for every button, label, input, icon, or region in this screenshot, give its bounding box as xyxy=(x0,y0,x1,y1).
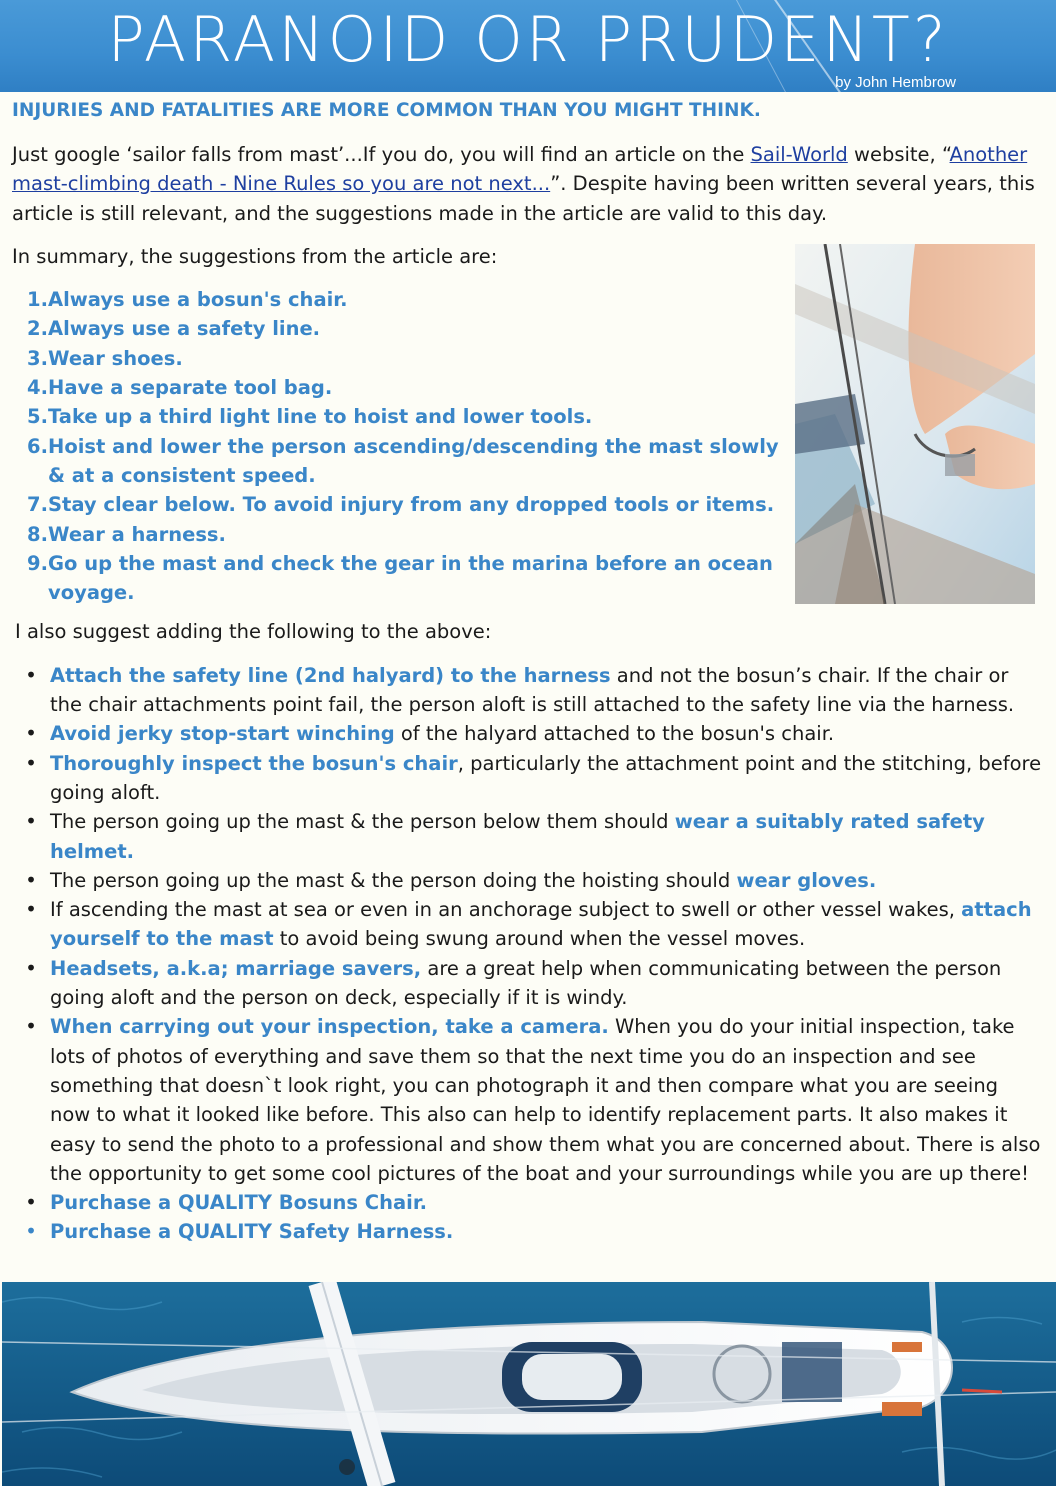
tip-text xyxy=(50,749,1042,808)
rule-text: Take up a third light line to hoist and lower tools. xyxy=(48,405,593,429)
rule-text: Stay clear below. To avoid injury from any dropped tools or items. xyxy=(48,493,775,517)
tip-item xyxy=(12,1217,1042,1246)
rule-item xyxy=(12,314,782,343)
tip-post: of the halyard attached to the bosun's chair. xyxy=(394,722,835,746)
byline: by John Hembrow xyxy=(835,74,956,91)
tip-text xyxy=(50,1217,1042,1246)
rule-text: Have a separate tool bag. xyxy=(48,376,333,400)
bullet-icon: • xyxy=(25,1190,37,1215)
rule-item xyxy=(12,373,782,402)
tip-text xyxy=(50,954,1042,1013)
rule-text: Wear shoes. xyxy=(48,346,183,370)
tip-highlight: When carrying out your inspection, take a camera. xyxy=(50,1015,609,1039)
tip-highlight: Purchase a QUALITY Safety Harness. xyxy=(50,1220,454,1244)
rule-item xyxy=(12,402,782,431)
rule-number: 8. xyxy=(27,522,48,546)
section-subheading: INJURIES AND FATALITIES ARE MORE COMMON THAN YOU MIGHT THINK. xyxy=(12,100,761,121)
rule-text: Always use a safety line. xyxy=(48,317,321,341)
bullet-icon: • xyxy=(25,809,37,834)
rules-list xyxy=(12,285,782,607)
rule-number: 2. xyxy=(27,317,48,341)
tip-text xyxy=(50,719,1042,748)
tip-highlight: Avoid jerky stop-start winching xyxy=(50,722,395,746)
tip-highlight: wear a suitably rated safety helmet. xyxy=(50,810,985,863)
tip-highlight: Thoroughly inspect the bosun's chair xyxy=(50,751,458,775)
tip-highlight: Headsets, a.k.a; marriage savers, xyxy=(50,956,422,980)
rule-number: 7. xyxy=(27,493,48,517)
page-title: PARANOID OR PRUDENT? xyxy=(107,3,949,76)
tip-item xyxy=(12,895,1042,954)
bullet-icon: • xyxy=(25,1014,37,1039)
tip-text xyxy=(50,807,1042,866)
tips-list xyxy=(12,661,1042,1247)
tip-item xyxy=(12,1188,1042,1217)
rule-item xyxy=(12,520,782,549)
tip-post: and not the bosun’s chair. If the chair or the chair attachments point fail, the person aloft is still attached to the safety line via the harness. xyxy=(50,663,1015,717)
summary-intro: In summary, the suggestions from the article are: xyxy=(12,244,498,268)
tip-pre: If ascending the mast at sea or even in an anchorage subject to swell or other vessel wakes, xyxy=(50,898,962,922)
intro-paragraph xyxy=(12,140,1042,228)
rule-text: Go up the mast and check the gear in the marina before an ocean voyage. xyxy=(48,551,773,605)
tip-highlight: Purchase a QUALITY Bosuns Chair. xyxy=(50,1191,428,1215)
rule-item xyxy=(12,285,782,314)
tip-item xyxy=(12,749,1042,808)
rule-number: 6. xyxy=(27,434,48,458)
tip-post: When you do your initial inspection, take lots of photos of everything and save them so that the next time you do an inspection and see something that doesn`t look right, you can photograph it and then compare what you are seeing now to what it looked like before. This also can help to identify replacement parts. It also makes it easy to send the photo to a professional and show them what you are concerned about. There is also the opportunity to get some cool pictures of the boat and your surroundings while you are up there! xyxy=(50,1015,1041,1185)
tip-pre: The person going up the mast & the person doing the hoisting should xyxy=(50,868,737,892)
tip-item xyxy=(12,807,1042,866)
rule-number: 5. xyxy=(27,405,48,429)
article-link[interactable]: Another mast-climbing death - Nine Rules so you are not next... xyxy=(12,143,1028,196)
bullet-icon: • xyxy=(25,721,37,746)
tip-post: are a great help when communicating between the person going aloft and the person on deck, especially if it is windy. xyxy=(50,956,1002,1010)
rule-number: 9. xyxy=(27,551,48,575)
tip-post: , particularly the attachment point and the stitching, before going aloft. xyxy=(50,751,1042,804)
tip-highlight: wear gloves. xyxy=(736,868,877,892)
bullet-icon: • xyxy=(25,750,37,775)
mast-climb-photo xyxy=(795,244,1035,604)
tip-pre: The person going up the mast & the person below them should xyxy=(50,810,675,834)
bullet-icon: • xyxy=(25,897,37,922)
tip-item xyxy=(12,719,1042,748)
bullet-icon: • xyxy=(25,662,37,687)
page-header xyxy=(0,0,1056,92)
rule-text: Wear a harness. xyxy=(48,522,226,546)
rule-text: Always use a bosun's chair. xyxy=(48,288,348,312)
tip-highlight: Attach the safety line (2nd halyard) to the harness xyxy=(50,663,611,687)
tip-item xyxy=(12,866,1042,895)
yacht-aerial-photo xyxy=(2,1282,1056,1486)
bullet-icon: • xyxy=(25,867,37,892)
rule-item xyxy=(12,490,782,519)
suggest-intro: I also suggest adding the following to the above: xyxy=(15,620,492,644)
tip-text xyxy=(50,661,1042,720)
rule-number: 3. xyxy=(27,346,48,370)
tip-text xyxy=(50,895,1042,954)
tip-text xyxy=(50,866,1042,895)
tip-item xyxy=(12,954,1042,1013)
tip-item xyxy=(12,1012,1042,1188)
rule-number: 1. xyxy=(27,288,48,312)
rule-item xyxy=(12,549,782,608)
bullet-icon: • xyxy=(25,1219,37,1244)
tip-highlight: attach yourself to the mast xyxy=(50,898,1032,951)
intro-text-middle: website, “ xyxy=(847,143,950,166)
rule-text: Hoist and lower the person ascending/descending the mast slowly & at a consistent speed. xyxy=(48,434,779,487)
intro-text-before: Just google ‘sailor falls from mast’...If you do, you will find an article on the xyxy=(12,143,751,166)
bullet-icon: • xyxy=(25,955,37,980)
sail-world-link[interactable]: Sail-World xyxy=(750,143,848,166)
rule-number: 4. xyxy=(27,376,48,400)
tip-post: to avoid being swung around when the vessel moves. xyxy=(273,927,806,951)
tip-text xyxy=(50,1188,1042,1217)
tip-text xyxy=(50,1012,1042,1188)
intro-text-after: ”. Despite having been written several years, this article is still relevant, and the suggestions made in the article are valid to this day. xyxy=(12,172,1035,225)
rule-item xyxy=(12,432,782,491)
rule-item xyxy=(12,344,782,373)
tip-item xyxy=(12,661,1042,720)
